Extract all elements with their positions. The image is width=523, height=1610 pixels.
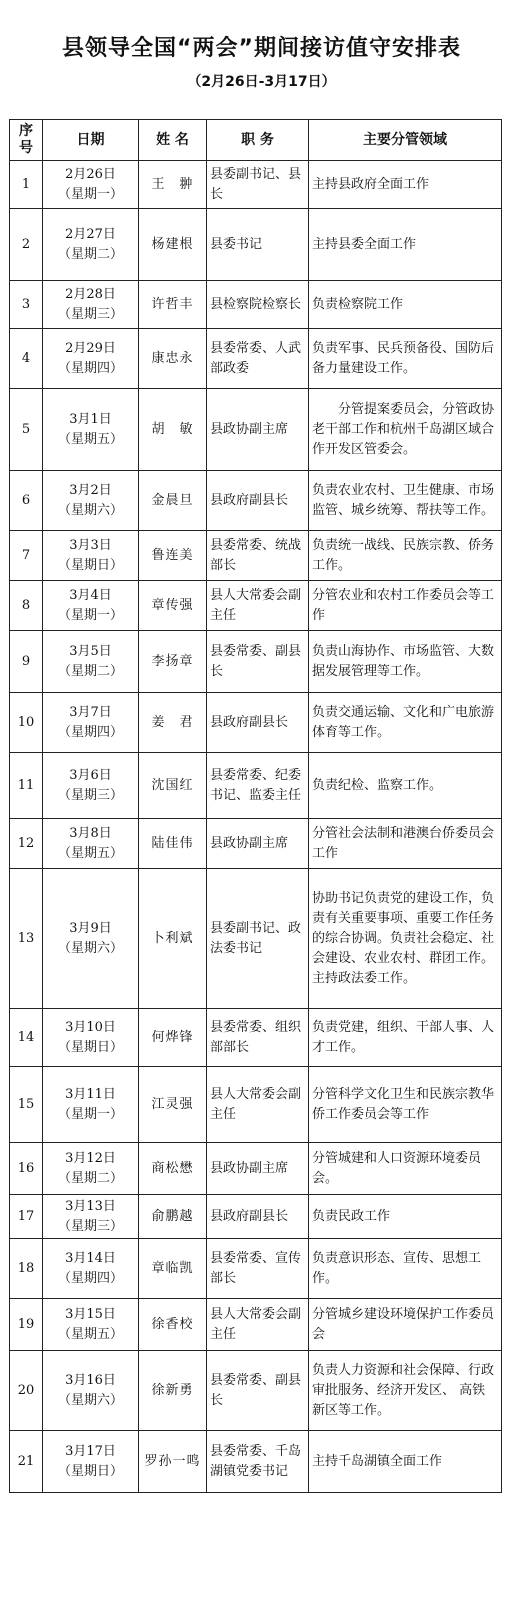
post-cell: 县委常委、宣传部长 — [207, 1239, 309, 1299]
weekday-text: （星期一） — [57, 1106, 123, 1122]
name-cell: 陆佳伟 — [139, 819, 207, 869]
post-cell: 县委副书记、县长 — [207, 161, 309, 209]
date-cell — [43, 631, 139, 693]
post-cell: 县政协副主席 — [207, 1143, 309, 1195]
post-cell: 县政府副县长 — [207, 1195, 309, 1239]
date-text: 3月12日 — [65, 1150, 116, 1166]
name-cell: 罗孙一鸣 — [139, 1431, 207, 1493]
date-text: 3月16日 — [65, 1372, 116, 1388]
seq-cell: 21 — [10, 1431, 43, 1493]
responsibility-cell: 分管城建和人口资源环境委员会。 — [309, 1143, 502, 1195]
seq-cell: 12 — [10, 819, 43, 869]
date-text: 2月27日 — [65, 226, 116, 242]
responsibility-cell: 分管科学文化卫生和民族宗教华侨工作委员会等工作 — [309, 1067, 502, 1143]
date-text: 3月8日 — [69, 825, 112, 841]
responsibility-cell: 主持县委全面工作 — [309, 209, 502, 281]
name-cell: 俞鹏越 — [139, 1195, 207, 1239]
weekday-text: （星期二） — [57, 246, 123, 262]
date-text: 2月28日 — [65, 286, 116, 302]
name-cell: 章传强 — [139, 581, 207, 631]
post-cell: 县委常委、副县长 — [207, 1351, 309, 1431]
weekday-text: （星期日） — [57, 557, 123, 573]
date-cell — [43, 1299, 139, 1351]
seq-cell: 2 — [10, 209, 43, 281]
seq-cell: 13 — [10, 869, 43, 1009]
seq-cell: 7 — [10, 531, 43, 581]
weekday-text: （星期二） — [57, 1170, 123, 1186]
date-cell — [43, 281, 139, 329]
date-cell — [43, 869, 139, 1009]
column-header-post: 职 务 — [207, 120, 309, 161]
post-cell: 县人大常委会副主任 — [207, 1067, 309, 1143]
date-text: 3月13日 — [65, 1198, 116, 1214]
table-row — [10, 1351, 502, 1431]
weekday-text: （星期三） — [57, 1218, 123, 1234]
post-cell: 县检察院检察长 — [207, 281, 309, 329]
column-header-name: 姓 名 — [139, 120, 207, 161]
weekday-text: （星期一） — [57, 607, 123, 623]
seq-cell: 18 — [10, 1239, 43, 1299]
name-cell: 李扬章 — [139, 631, 207, 693]
date-cell — [43, 1431, 139, 1493]
responsibility-cell: 协助书记负责党的建设工作，负责有关重要事项、重要工作任务的综合协调。负责社会稳定、社会建设、农业农村、群团工作。主持政法委工作。 — [309, 869, 502, 1009]
page-title: 县领导全国“两会”期间接访值守安排表 — [62, 36, 461, 61]
seq-cell: 14 — [10, 1009, 43, 1067]
date-cell — [43, 471, 139, 531]
seq-cell: 4 — [10, 329, 43, 389]
date-text: 3月1日 — [69, 411, 112, 427]
seq-cell: 8 — [10, 581, 43, 631]
weekday-text: （星期日） — [57, 1039, 123, 1055]
date-cell — [43, 209, 139, 281]
post-cell: 县政协副主席 — [207, 389, 309, 471]
date-text: 3月15日 — [65, 1306, 116, 1322]
post-cell: 县人大常委会副主任 — [207, 1299, 309, 1351]
responsibility-cell: 负责交通运输、文化和广电旅游体育等工作。 — [309, 693, 502, 753]
table-row — [10, 869, 502, 1009]
name-cell: 胡 敏 — [139, 389, 207, 471]
responsibility-cell: 负责军事、民兵预备役、国防后备力量建设工作。 — [309, 329, 502, 389]
name-cell: 王 翀 — [139, 161, 207, 209]
post-cell: 县委副书记、政法委书记 — [207, 869, 309, 1009]
date-cell — [43, 1351, 139, 1431]
post-cell: 县政协副主席 — [207, 819, 309, 869]
post-cell: 县政府副县长 — [207, 471, 309, 531]
table-row — [10, 753, 502, 819]
table-row — [10, 161, 502, 209]
table-row — [10, 693, 502, 753]
post-cell: 县委常委、统战部长 — [207, 531, 309, 581]
name-cell: 许哲丰 — [139, 281, 207, 329]
responsibility-cell: 主持千岛湖镇全面工作 — [309, 1431, 502, 1493]
column-header-date: 日期 — [43, 120, 139, 161]
seq-cell: 9 — [10, 631, 43, 693]
name-cell: 康忠永 — [139, 329, 207, 389]
date-cell — [43, 1195, 139, 1239]
date-cell — [43, 161, 139, 209]
name-cell: 徐香校 — [139, 1299, 207, 1351]
table-row — [10, 281, 502, 329]
table-row — [10, 581, 502, 631]
date-cell — [43, 753, 139, 819]
table-header-row — [10, 120, 502, 161]
table-row — [10, 1067, 502, 1143]
name-cell: 杨建根 — [139, 209, 207, 281]
responsibility-cell: 负责山海协作、市场监管、大数据发展管理等工作。 — [309, 631, 502, 693]
date-cell — [43, 693, 139, 753]
responsibility-cell: 分管城乡建设环境保护工作委员会 — [309, 1299, 502, 1351]
date-text: 3月14日 — [65, 1250, 116, 1266]
responsibility-cell: 负责意识形态、宣传、思想工作。 — [309, 1239, 502, 1299]
table-row — [10, 819, 502, 869]
name-cell: 卜利斌 — [139, 869, 207, 1009]
date-cell — [43, 329, 139, 389]
responsibility-cell: 负责检察院工作 — [309, 281, 502, 329]
duty-schedule-table — [9, 119, 502, 1493]
seq-cell: 3 — [10, 281, 43, 329]
weekday-text: （星期四） — [57, 360, 123, 376]
seq-cell: 10 — [10, 693, 43, 753]
weekday-text: （星期六） — [57, 940, 123, 956]
weekday-text: （星期日） — [57, 1463, 123, 1479]
column-header-seq: 序号 — [10, 120, 43, 161]
seq-cell: 5 — [10, 389, 43, 471]
date-cell — [43, 389, 139, 471]
date-text: 3月2日 — [69, 482, 112, 498]
date-text: 3月7日 — [69, 704, 112, 720]
responsibility-cell: 负责农业农村、卫生健康、市场监管、城乡统筹、帮扶等工作。 — [309, 471, 502, 531]
table-row — [10, 471, 502, 531]
post-cell: 县人大常委会副主任 — [207, 581, 309, 631]
seq-cell: 17 — [10, 1195, 43, 1239]
weekday-text: （星期三） — [57, 306, 123, 322]
date-text: 3月9日 — [69, 920, 112, 936]
date-cell — [43, 531, 139, 581]
name-cell: 商松懋 — [139, 1143, 207, 1195]
post-cell: 县委常委、人武部政委 — [207, 329, 309, 389]
post-cell: 县委常委、副县长 — [207, 631, 309, 693]
responsibility-cell: 分管社会法制和港澳台侨委员会工作 — [309, 819, 502, 869]
table-row — [10, 209, 502, 281]
responsibility-cell: 负责党建，组织、干部人事、人才工作。 — [309, 1009, 502, 1067]
date-text: 3月10日 — [65, 1019, 116, 1035]
weekday-text: （星期四） — [57, 724, 123, 740]
weekday-text: （星期五） — [57, 431, 123, 447]
responsibility-cell: 主持县政府全面工作 — [309, 161, 502, 209]
post-cell: 县委常委、组织部部长 — [207, 1009, 309, 1067]
date-text: 3月4日 — [69, 587, 112, 603]
table-row — [10, 1009, 502, 1067]
date-text: 2月29日 — [65, 340, 116, 356]
table-row — [10, 329, 502, 389]
table-row — [10, 531, 502, 581]
date-text: 3月17日 — [65, 1443, 116, 1459]
date-cell — [43, 1009, 139, 1067]
table-row — [10, 1299, 502, 1351]
date-text: 3月5日 — [69, 643, 112, 659]
weekday-text: （星期六） — [57, 1392, 123, 1408]
date-cell — [43, 1067, 139, 1143]
responsibility-cell: 分管提案委员会，分管政协老干部工作和杭州千岛湖区域合作开发区管委会。 — [309, 389, 502, 471]
weekday-text: （星期三） — [57, 787, 123, 803]
post-cell: 县委常委、纪委书记、监委主任 — [207, 753, 309, 819]
table-row — [10, 1195, 502, 1239]
date-text: 2月26日 — [65, 166, 116, 182]
seq-cell: 19 — [10, 1299, 43, 1351]
seq-cell: 16 — [10, 1143, 43, 1195]
post-cell: 县委常委、千岛湖镇党委书记 — [207, 1431, 309, 1493]
responsibility-cell: 负责纪检、监察工作。 — [309, 753, 502, 819]
date-text: 3月3日 — [69, 537, 112, 553]
post-cell: 县政府副县长 — [207, 693, 309, 753]
post-cell: 县委书记 — [207, 209, 309, 281]
table-row — [10, 1143, 502, 1195]
responsibility-cell: 负责统一战线、民族宗教、侨务工作。 — [309, 531, 502, 581]
seq-cell: 6 — [10, 471, 43, 531]
date-text: 3月11日 — [65, 1086, 116, 1102]
table-row — [10, 389, 502, 471]
name-cell: 何烨锋 — [139, 1009, 207, 1067]
table-row — [10, 631, 502, 693]
name-cell: 章临凯 — [139, 1239, 207, 1299]
weekday-text: （星期五） — [57, 1326, 123, 1342]
date-range-subtitle: （2月26日-3月17日） — [187, 74, 336, 90]
date-cell — [43, 1239, 139, 1299]
seq-cell: 15 — [10, 1067, 43, 1143]
responsibility-cell: 负责人力资源和社会保障、行政审批服务、经济开发区、 高铁新区等工作。 — [309, 1351, 502, 1431]
weekday-text: （星期六） — [57, 502, 123, 518]
weekday-text: （星期一） — [57, 186, 123, 202]
table-row — [10, 1431, 502, 1493]
name-cell: 姜 君 — [139, 693, 207, 753]
date-text: 3月6日 — [69, 767, 112, 783]
name-cell: 江灵强 — [139, 1067, 207, 1143]
seq-cell: 11 — [10, 753, 43, 819]
name-cell: 鲁连美 — [139, 531, 207, 581]
name-cell: 金晨旦 — [139, 471, 207, 531]
table-row — [10, 1239, 502, 1299]
date-cell — [43, 581, 139, 631]
seq-cell: 1 — [10, 161, 43, 209]
name-cell: 徐新勇 — [139, 1351, 207, 1431]
name-cell: 沈国红 — [139, 753, 207, 819]
column-header-area: 主要分管领域 — [309, 120, 502, 161]
responsibility-cell: 负责民政工作 — [309, 1195, 502, 1239]
seq-cell: 20 — [10, 1351, 43, 1431]
responsibility-cell: 分管农业和农村工作委员会等工作 — [309, 581, 502, 631]
date-cell — [43, 1143, 139, 1195]
weekday-text: （星期五） — [57, 845, 123, 861]
weekday-text: （星期四） — [57, 1270, 123, 1286]
date-cell — [43, 819, 139, 869]
weekday-text: （星期二） — [57, 663, 123, 679]
